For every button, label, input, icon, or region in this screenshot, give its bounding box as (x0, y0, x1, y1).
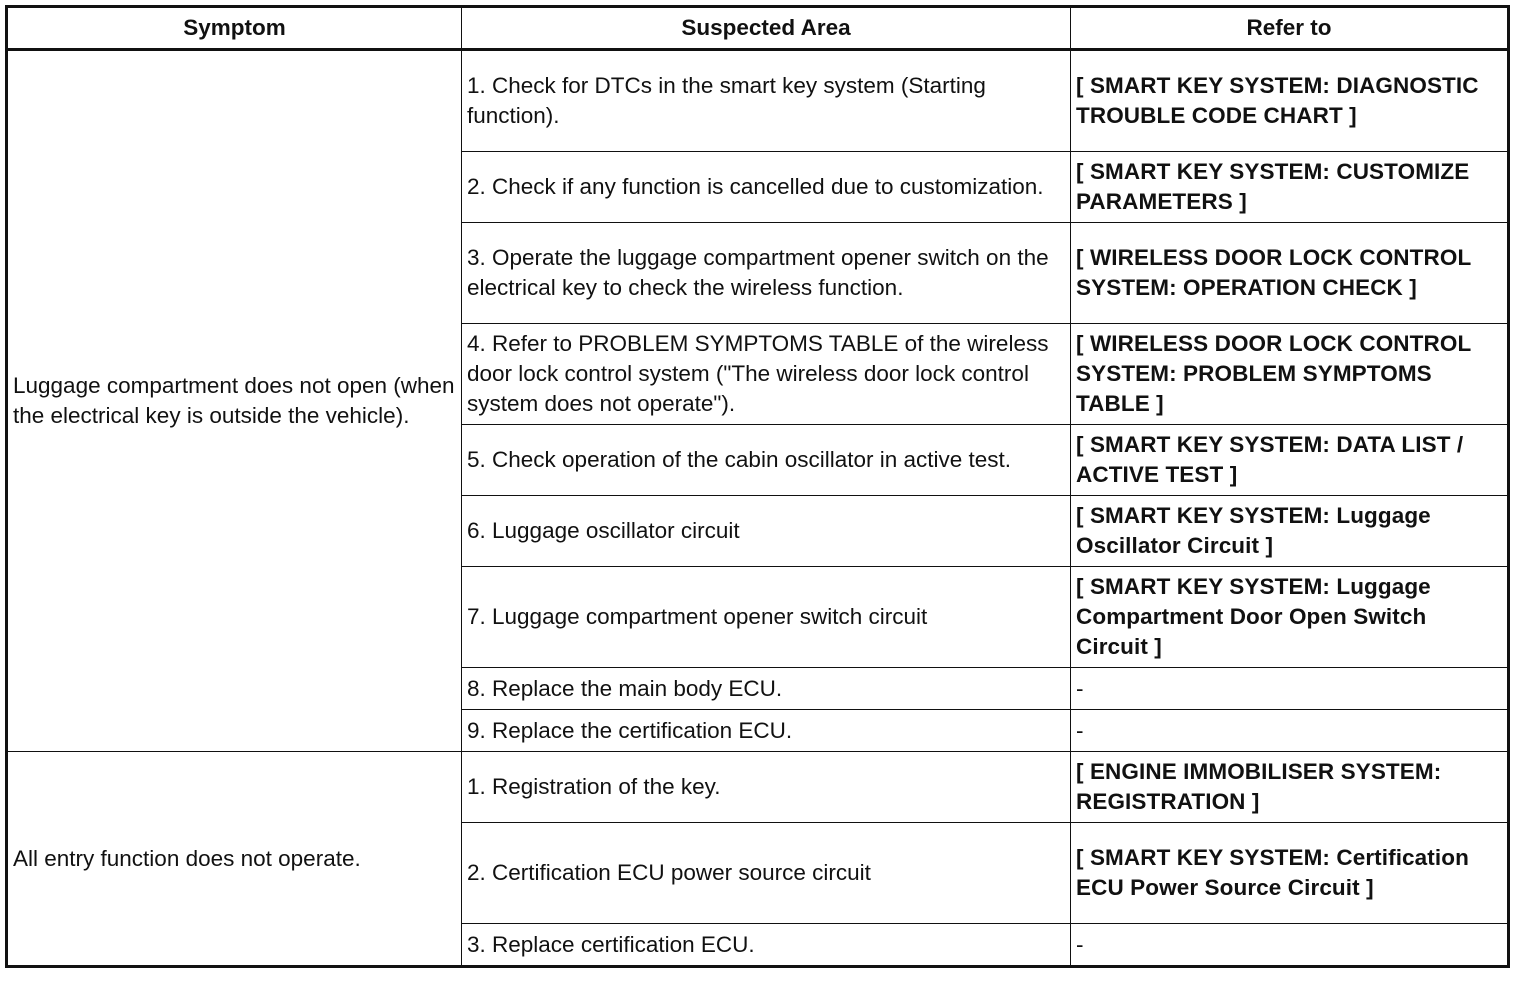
suspected-area-cell: 7. Luggage compartment opener switch circuit (462, 567, 1071, 668)
refer-to-link[interactable]: [ WIRELESS DOOR LOCK CONTROL SYSTEM: PROBLEM SYMPTOMS TABLE ] (1071, 324, 1509, 425)
suspected-area-cell: 6. Luggage oscillator circuit (462, 496, 1071, 567)
suspected-area-cell: 1. Check for DTCs in the smart key system (Starting function). (462, 50, 1071, 152)
suspected-area-cell: 4. Refer to PROBLEM SYMPTOMS TABLE of the wireless door lock control system ("The wireless door lock control system does not operate"). (462, 324, 1071, 425)
refer-to-cell: - (1071, 924, 1509, 967)
refer-to-link[interactable]: [ ENGINE IMMOBILISER SYSTEM: REGISTRATION ] (1071, 752, 1509, 823)
symptom-cell: Luggage compartment does not open (when the electrical key is outside the vehicle). (7, 50, 462, 752)
suspected-area-cell: 8. Replace the main body ECU. (462, 668, 1071, 710)
problem-symptoms-table (5, 5, 1510, 968)
table-header (7, 7, 1509, 50)
suspected-area-cell: 9. Replace the certification ECU. (462, 710, 1071, 752)
table-row (7, 50, 1509, 152)
symptom-cell: All entry function does not operate. (7, 752, 462, 967)
refer-to-cell: - (1071, 710, 1509, 752)
refer-to-link[interactable]: [ SMART KEY SYSTEM: DIAGNOSTIC TROUBLE CODE CHART ] (1071, 50, 1509, 152)
table-body (7, 50, 1509, 967)
suspected-area-cell: 1. Registration of the key. (462, 752, 1071, 823)
header-row (7, 7, 1509, 50)
suspected-area-cell: 5. Check operation of the cabin oscillator in active test. (462, 425, 1071, 496)
column-header-suspected-area: Suspected Area (462, 7, 1071, 50)
table-row (7, 752, 1509, 823)
refer-to-link[interactable]: [ SMART KEY SYSTEM: Luggage Oscillator Circuit ] (1071, 496, 1509, 567)
suspected-area-cell: 2. Check if any function is cancelled due to customization. (462, 152, 1071, 223)
column-header-symptom: Symptom (7, 7, 462, 50)
column-header-refer-to: Refer to (1071, 7, 1509, 50)
refer-to-link[interactable]: [ SMART KEY SYSTEM: Certification ECU Power Source Circuit ] (1071, 823, 1509, 924)
refer-to-link[interactable]: [ SMART KEY SYSTEM: CUSTOMIZE PARAMETERS ] (1071, 152, 1509, 223)
suspected-area-cell: 2. Certification ECU power source circuit (462, 823, 1071, 924)
refer-to-cell: - (1071, 668, 1509, 710)
refer-to-link[interactable]: [ SMART KEY SYSTEM: Luggage Compartment Door Open Switch Circuit ] (1071, 567, 1509, 668)
refer-to-link[interactable]: [ SMART KEY SYSTEM: DATA LIST / ACTIVE TEST ] (1071, 425, 1509, 496)
refer-to-link[interactable]: [ WIRELESS DOOR LOCK CONTROL SYSTEM: OPERATION CHECK ] (1071, 223, 1509, 324)
suspected-area-cell: 3. Replace certification ECU. (462, 924, 1071, 967)
suspected-area-cell: 3. Operate the luggage compartment opener switch on the electrical key to check the wireless function. (462, 223, 1071, 324)
